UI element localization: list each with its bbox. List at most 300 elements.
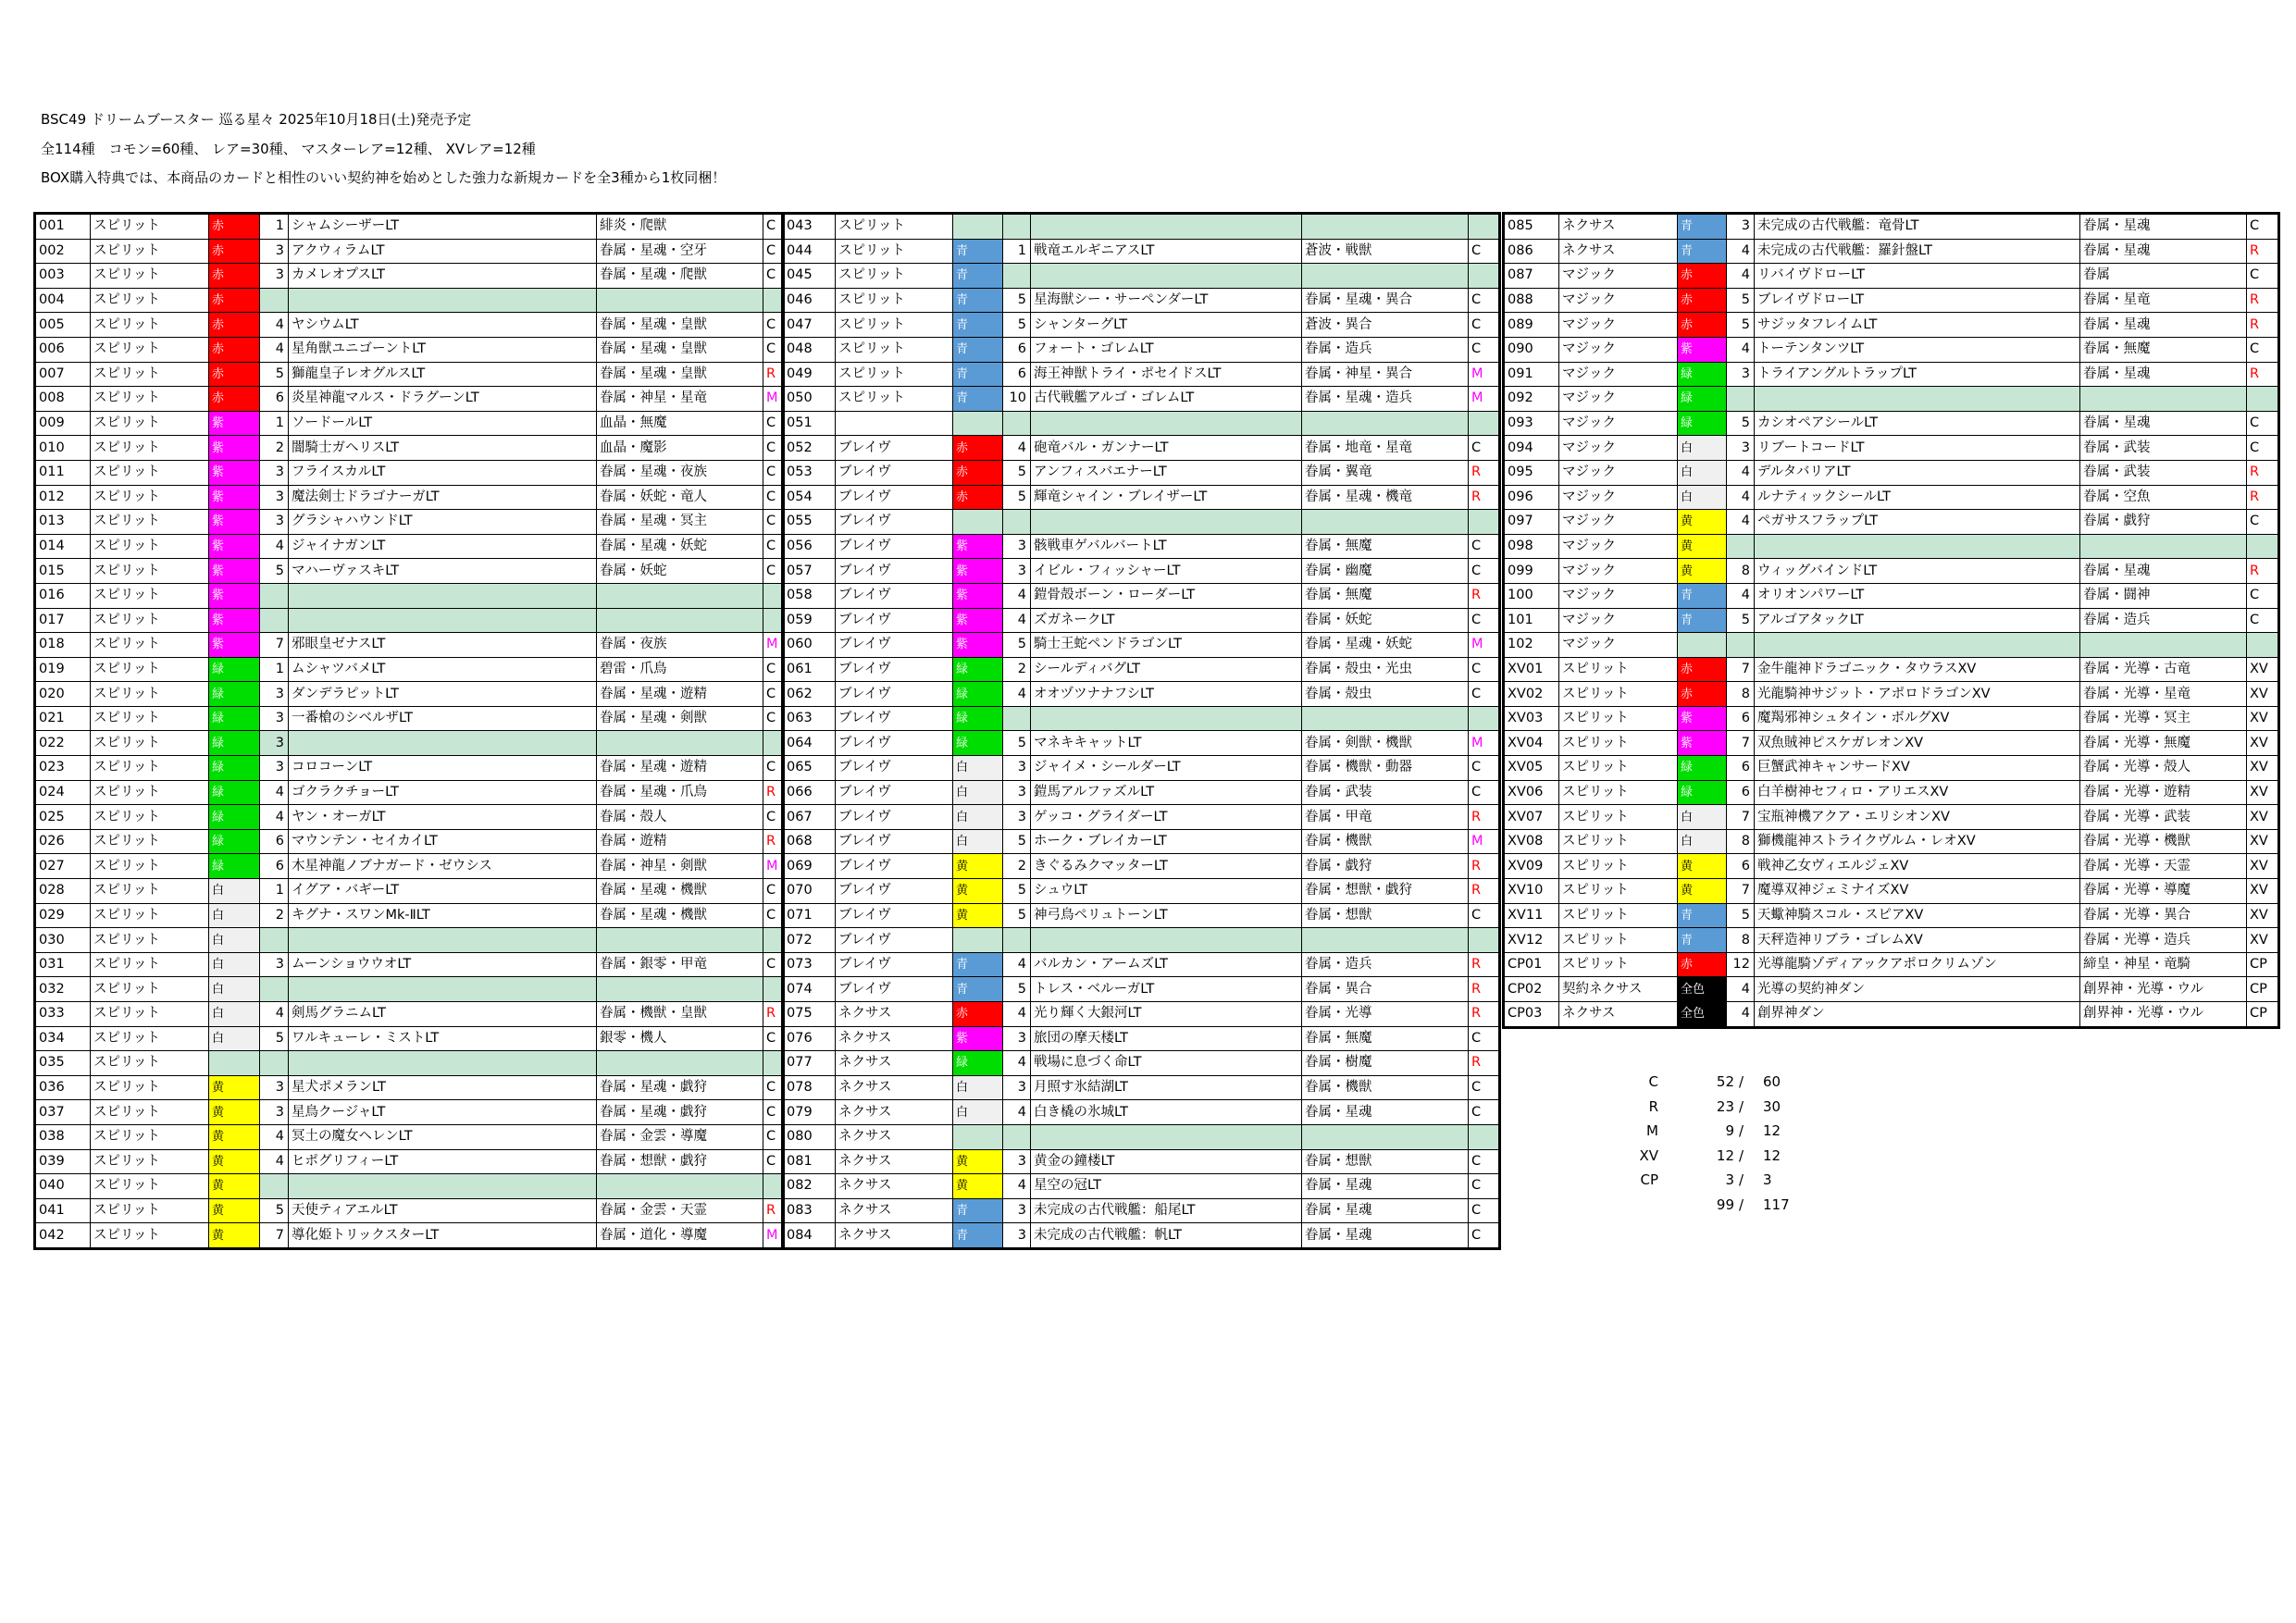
card-type: スピリット [836, 337, 953, 362]
card-cost: 4 [260, 1002, 289, 1027]
card-type: スピリット [91, 805, 209, 830]
card-family: 眷属・星魂・戯狩 [597, 1075, 763, 1100]
card-name: 輝竜シャイン・ブレイザーLT [1031, 485, 1302, 510]
card-type: ブレイヴ [836, 731, 953, 756]
card-rarity: R [1469, 1002, 1500, 1027]
card-family: 眷属・金雲・導魔 [597, 1124, 763, 1149]
card-color: 青 [953, 239, 1003, 264]
card-row [1504, 510, 2279, 535]
card-family: 眷属・機獣 [1302, 829, 1469, 854]
card-row [35, 829, 784, 854]
card-row [1504, 264, 2279, 289]
card-cost: 6 [1727, 780, 1755, 805]
card-type: スピリット [91, 1026, 209, 1051]
card-type: ブレイヴ [836, 657, 953, 682]
card-type: マジック [1559, 608, 1678, 633]
card-row [35, 731, 784, 756]
card-name: 星犬ポメランLT [289, 1075, 597, 1100]
card-row [1504, 928, 2279, 953]
card-number: XV11 [1504, 903, 1559, 928]
card-type: スピリット [91, 559, 209, 584]
card-type: ブレイヴ [836, 608, 953, 633]
card-type: マジック [1559, 288, 1678, 313]
card-cost: 5 [1727, 608, 1755, 633]
box-bonus-note: BOX購入特典では、本商品のカードと相性のいい契約神を始めとした強力な新規カードを全3種から1枚同梱！ [41, 169, 726, 186]
card-rarity: R [2247, 460, 2279, 485]
card-family: 眷属・戯狩 [1302, 854, 1469, 879]
card-type: スピリット [91, 510, 209, 535]
card-cost: 4 [260, 805, 289, 830]
card-family: 眷属・光導・星竜 [2080, 682, 2247, 707]
card-family: 締皇・神星・竜騎 [2080, 952, 2247, 977]
card-cost: 5 [1003, 460, 1031, 485]
separator: / [1739, 1122, 1744, 1140]
card-type: スピリット [836, 214, 953, 240]
card-rarity [1469, 1124, 1500, 1149]
card-rarity: R [1469, 879, 1500, 904]
card-family: 眷属・想獣・戯狩 [1302, 879, 1469, 904]
card-color: 紫 [1678, 706, 1727, 731]
card-rarity [1469, 264, 1500, 289]
card-name [1755, 534, 2080, 559]
card-type: ブレイヴ [836, 879, 953, 904]
card-number: 065 [783, 756, 836, 781]
card-number: CP03 [1504, 1002, 1559, 1028]
card-rarity: M [1469, 633, 1500, 658]
card-rarity: R [2247, 239, 2279, 264]
card-color: 黄 [209, 1223, 260, 1249]
card-type: スピリット [91, 829, 209, 854]
card-type: ネクサス [836, 1100, 953, 1125]
card-family [1302, 214, 1469, 240]
card-family: 眷属・造兵 [1302, 337, 1469, 362]
card-name [1031, 928, 1302, 953]
card-rarity: R [1469, 460, 1500, 485]
card-rarity: CP [2247, 977, 2279, 1002]
card-row [35, 1075, 784, 1100]
card-cost: 5 [1003, 977, 1031, 1002]
card-number: XV12 [1504, 928, 1559, 953]
card-cost: 4 [1003, 608, 1031, 633]
card-type: ブレイヴ [836, 854, 953, 879]
card-name: 天秤造神リブラ・ゴレムXV [1755, 928, 2080, 953]
card-rarity: R [1469, 977, 1500, 1002]
card-type: スピリット [91, 682, 209, 707]
card-cost: 4 [1003, 1051, 1031, 1076]
card-rarity: C [1469, 780, 1500, 805]
card-rarity: C [763, 411, 784, 436]
card-row [1504, 657, 2279, 682]
card-row [783, 1149, 1500, 1174]
owned-count: 3 [1725, 1171, 1734, 1189]
card-row [35, 1100, 784, 1125]
card-cost: 1 [1003, 239, 1031, 264]
card-type: スピリット [91, 928, 209, 953]
card-number: 003 [35, 264, 91, 289]
card-name: ジャイナガンLT [289, 534, 597, 559]
card-name: ソードールLT [289, 411, 597, 436]
owned-count: 52 [1716, 1073, 1734, 1090]
card-family: 眷属・星魂・機獣 [597, 879, 763, 904]
card-row [1504, 583, 2279, 608]
card-name: 未完成の古代戦艦：船尾LT [1031, 1198, 1302, 1223]
card-name: 海王神獣トライ・ポセイドスLT [1031, 362, 1302, 387]
card-row [783, 854, 1500, 879]
card-type: スピリット [91, 411, 209, 436]
card-family: 眷属・戯狩 [2080, 510, 2247, 535]
card-color: 赤 [1678, 288, 1727, 313]
rarity-label: R [1648, 1097, 1658, 1115]
card-cost: 6 [1003, 337, 1031, 362]
card-family: 眷属・星魂 [2080, 559, 2247, 584]
card-rarity: C [763, 756, 784, 781]
card-color [209, 1051, 260, 1076]
card-number: 096 [1504, 485, 1559, 510]
rarity-label: C [1648, 1073, 1658, 1090]
card-cost: 4 [260, 313, 289, 338]
card-name: 未完成の古代戦艦：羅針盤LT [1755, 239, 2080, 264]
card-type: スピリット [91, 485, 209, 510]
card-type: マジック [1559, 436, 1678, 461]
card-rarity [1469, 510, 1500, 535]
card-rarity: C [2247, 583, 2279, 608]
card-row [783, 337, 1500, 362]
card-cost: 7 [1727, 879, 1755, 904]
card-color: 赤 [953, 460, 1003, 485]
card-name: シュウLT [1031, 879, 1302, 904]
card-rarity: C [763, 534, 784, 559]
card-rarity: XV [2247, 682, 2279, 707]
card-number: 059 [783, 608, 836, 633]
card-number: 027 [35, 854, 91, 879]
card-number: 094 [1504, 436, 1559, 461]
card-color: 黄 [209, 1149, 260, 1174]
owned-count: 23 [1716, 1097, 1734, 1115]
card-type: ネクサス [1559, 214, 1678, 240]
card-row [1504, 854, 2279, 879]
card-rarity: CP [2247, 1002, 2279, 1028]
card-name: 天蠍神騎スコル・スピアXV [1755, 903, 2080, 928]
card-type: スピリット [1559, 903, 1678, 928]
card-type: スピリット [91, 1174, 209, 1199]
card-rarity: C [1469, 1223, 1500, 1249]
card-color: 紫 [209, 559, 260, 584]
card-color: 白 [209, 928, 260, 953]
card-type: スピリット [1559, 682, 1678, 707]
card-number: 095 [1504, 460, 1559, 485]
card-type: スピリット [91, 608, 209, 633]
card-type: ブレイヴ [836, 780, 953, 805]
card-name: 光龍騎神サジット・アポロドラゴンXV [1755, 682, 2080, 707]
card-family: 眷属・星魂・造兵 [1302, 387, 1469, 412]
card-family: 眷属・星魂 [2080, 239, 2247, 264]
card-row [35, 1051, 784, 1076]
card-row [783, 1026, 1500, 1051]
card-type: ブレイヴ [836, 706, 953, 731]
card-color: 紫 [953, 559, 1003, 584]
card-rarity: C [763, 559, 784, 584]
rarity-label: XV [1639, 1146, 1658, 1164]
card-name: ダンデラピットLT [289, 682, 597, 707]
card-type: スピリット [91, 1100, 209, 1125]
card-row [1504, 903, 2279, 928]
card-type: マジック [1559, 313, 1678, 338]
card-number: 052 [783, 436, 836, 461]
card-row [1504, 977, 2279, 1002]
card-color: 紫 [209, 510, 260, 535]
card-row [783, 387, 1500, 412]
card-rarity [1469, 411, 1500, 436]
card-family: 眷属・幽魔 [1302, 559, 1469, 584]
card-color: 赤 [209, 387, 260, 412]
card-rarity: R [763, 829, 784, 854]
card-row [783, 903, 1500, 928]
card-type: ネクサス [836, 1124, 953, 1149]
card-number: 091 [1504, 362, 1559, 387]
card-number: 053 [783, 460, 836, 485]
card-rarity: C [1469, 903, 1500, 928]
card-rarity: R [2247, 362, 2279, 387]
card-rarity: XV [2247, 805, 2279, 830]
card-name: 剣馬グラニムLT [289, 1002, 597, 1027]
card-color: 緑 [953, 731, 1003, 756]
card-rarity: XV [2247, 657, 2279, 682]
card-name: 炎星神龍マルス・ドラグーンLT [289, 387, 597, 412]
card-number: 046 [783, 288, 836, 313]
card-cost: 3 [1727, 362, 1755, 387]
card-rarity: R [2247, 559, 2279, 584]
card-name: バルカン・アームズLT [1031, 952, 1302, 977]
card-cost: 5 [260, 362, 289, 387]
card-family: 眷属・想獣 [1302, 1149, 1469, 1174]
card-rarity: C [763, 313, 784, 338]
card-color: 緑 [953, 706, 1003, 731]
card-type: ブレイヴ [836, 510, 953, 535]
card-number: XV06 [1504, 780, 1559, 805]
card-color: 黄 [209, 1174, 260, 1199]
card-rarity: C [1469, 657, 1500, 682]
card-row [783, 1075, 1500, 1100]
card-row [783, 460, 1500, 485]
card-color: 青 [953, 387, 1003, 412]
card-cost: 5 [1003, 879, 1031, 904]
card-row [783, 559, 1500, 584]
total-count: 12 [1763, 1122, 1781, 1140]
card-number: XV10 [1504, 879, 1559, 904]
card-cost: 3 [1003, 559, 1031, 584]
card-family: 眷属・造兵 [2080, 608, 2247, 633]
card-number: 049 [783, 362, 836, 387]
card-cost: 5 [260, 559, 289, 584]
card-name: 未完成の古代戦艦：帆LT [1031, 1223, 1302, 1249]
card-color: 白 [953, 1100, 1003, 1125]
card-family: 眷属・地竜・星竜 [1302, 436, 1469, 461]
card-color: 黄 [209, 1075, 260, 1100]
card-cost: 3 [260, 485, 289, 510]
card-name [1031, 214, 1302, 240]
card-rarity: XV [2247, 829, 2279, 854]
card-name: 巨蟹武神キャンサードXV [1755, 756, 2080, 781]
card-cost: 5 [260, 1198, 289, 1223]
card-name: リブートコードLT [1755, 436, 2080, 461]
card-cost: 3 [1003, 805, 1031, 830]
card-cost: 4 [1727, 485, 1755, 510]
card-row [35, 608, 784, 633]
card-rarity: CP [2247, 952, 2279, 977]
card-type: スピリット [91, 780, 209, 805]
card-name: カシオペアシールLT [1755, 411, 2080, 436]
card-family: 眷属・武装 [1302, 780, 1469, 805]
card-cost: 3 [260, 682, 289, 707]
card-family: 眷属・光導・無魔 [2080, 731, 2247, 756]
card-name [1031, 510, 1302, 535]
card-color: 白 [953, 780, 1003, 805]
card-cost [260, 608, 289, 633]
card-color: 緑 [209, 780, 260, 805]
card-row [35, 239, 784, 264]
card-number: 008 [35, 387, 91, 412]
card-cost: 3 [1003, 780, 1031, 805]
card-number: 063 [783, 706, 836, 731]
card-family: 眷属・星魂・皇獣 [597, 362, 763, 387]
card-row [35, 436, 784, 461]
card-number: 020 [35, 682, 91, 707]
card-type: スピリット [91, 436, 209, 461]
card-family: 血晶・無魔 [597, 411, 763, 436]
card-name: 骸戦車ゲバルバートLT [1031, 534, 1302, 559]
card-row [783, 534, 1500, 559]
card-name: カメレオプスLT [289, 264, 597, 289]
card-name: キグナ・スワンMk-ⅡLT [289, 903, 597, 928]
card-type: ネクサス [836, 1002, 953, 1027]
card-number: 058 [783, 583, 836, 608]
card-color: 緑 [953, 1051, 1003, 1076]
card-type: ネクサス [836, 1026, 953, 1051]
card-color: 緑 [1678, 387, 1727, 412]
card-number: 086 [1504, 239, 1559, 264]
card-color: 青 [1678, 583, 1727, 608]
card-name: 星海獣シー・サーペンダーLT [1031, 288, 1302, 313]
card-cost [1727, 633, 1755, 658]
card-type: マジック [1559, 411, 1678, 436]
card-type: マジック [1559, 362, 1678, 387]
card-row [1504, 214, 2279, 240]
card-number: 015 [35, 559, 91, 584]
card-color: 白 [953, 829, 1003, 854]
card-row [783, 829, 1500, 854]
card-number: 025 [35, 805, 91, 830]
card-family: 眷属・星魂・爪鳥 [597, 780, 763, 805]
card-row [783, 608, 1500, 633]
card-cost [1003, 411, 1031, 436]
card-type: スピリット [91, 633, 209, 658]
card-type: スピリット [91, 313, 209, 338]
card-color: 緑 [209, 657, 260, 682]
card-number: 101 [1504, 608, 1559, 633]
card-number: 085 [1504, 214, 1559, 240]
card-name: 砲竜バル・ガンナーLT [1031, 436, 1302, 461]
card-family: 眷属・星魂・爬獣 [597, 264, 763, 289]
card-type: スピリット [91, 706, 209, 731]
card-number: 043 [783, 214, 836, 240]
card-name: 旅団の摩天楼LT [1031, 1026, 1302, 1051]
card-rarity: R [1469, 952, 1500, 977]
card-cost: 5 [1003, 633, 1031, 658]
card-row [1504, 805, 2279, 830]
card-number: 089 [1504, 313, 1559, 338]
separator: / [1739, 1073, 1744, 1090]
card-rarity: C [763, 657, 784, 682]
card-cost: 8 [1727, 682, 1755, 707]
card-color: 白 [1678, 460, 1727, 485]
card-type: スピリット [1559, 731, 1678, 756]
card-cost: 8 [1727, 928, 1755, 953]
card-cost: 3 [260, 460, 289, 485]
card-number: CP02 [1504, 977, 1559, 1002]
card-cost: 1 [260, 879, 289, 904]
card-cost: 3 [1003, 756, 1031, 781]
card-rarity: C [1469, 608, 1500, 633]
card-type: スピリット [91, 977, 209, 1002]
card-row [1504, 952, 2279, 977]
card-type: ブレイヴ [836, 756, 953, 781]
card-number: 038 [35, 1124, 91, 1149]
card-cost [260, 1051, 289, 1076]
card-name: シャムシーザーLT [289, 214, 597, 240]
card-number: XV07 [1504, 805, 1559, 830]
card-type: ネクサス [836, 1075, 953, 1100]
card-rarity: R [2247, 288, 2279, 313]
card-color: 白 [1678, 436, 1727, 461]
card-name: ワルキューレ・ミストLT [289, 1026, 597, 1051]
card-number: 071 [783, 903, 836, 928]
card-number: 040 [35, 1174, 91, 1199]
card-cost: 1 [260, 657, 289, 682]
card-row [783, 928, 1500, 953]
card-type: スピリット [91, 214, 209, 240]
card-family: 眷属・星魂 [1302, 1198, 1469, 1223]
card-type: マジック [1559, 583, 1678, 608]
card-type: ブレイヴ [836, 633, 953, 658]
card-color: 紫 [209, 583, 260, 608]
card-name [1031, 264, 1302, 289]
card-family [597, 583, 763, 608]
card-color: 黄 [953, 854, 1003, 879]
card-color: 紫 [209, 485, 260, 510]
card-color: 黄 [209, 1198, 260, 1223]
card-color: 赤 [209, 239, 260, 264]
card-cost: 6 [260, 829, 289, 854]
card-name [289, 731, 597, 756]
card-rarity: XV [2247, 928, 2279, 953]
card-color: 青 [953, 264, 1003, 289]
card-number: 067 [783, 805, 836, 830]
card-number: 088 [1504, 288, 1559, 313]
card-name: 魔羯邪神シュタイン・ボルグXV [1755, 706, 2080, 731]
card-family: 眷属・星魂・戯狩 [597, 1100, 763, 1125]
card-type: ブレイヴ [836, 460, 953, 485]
card-type: スピリット [1559, 756, 1678, 781]
card-color: 白 [1678, 485, 1727, 510]
card-number: 042 [35, 1223, 91, 1249]
rarity-count-row [1629, 1196, 1814, 1221]
card-rarity: C [763, 1124, 784, 1149]
card-number: 006 [35, 337, 91, 362]
card-color: 青 [953, 362, 1003, 387]
card-rarity: C [1469, 288, 1500, 313]
card-number: 004 [35, 288, 91, 313]
card-cost: 3 [1003, 1075, 1031, 1100]
